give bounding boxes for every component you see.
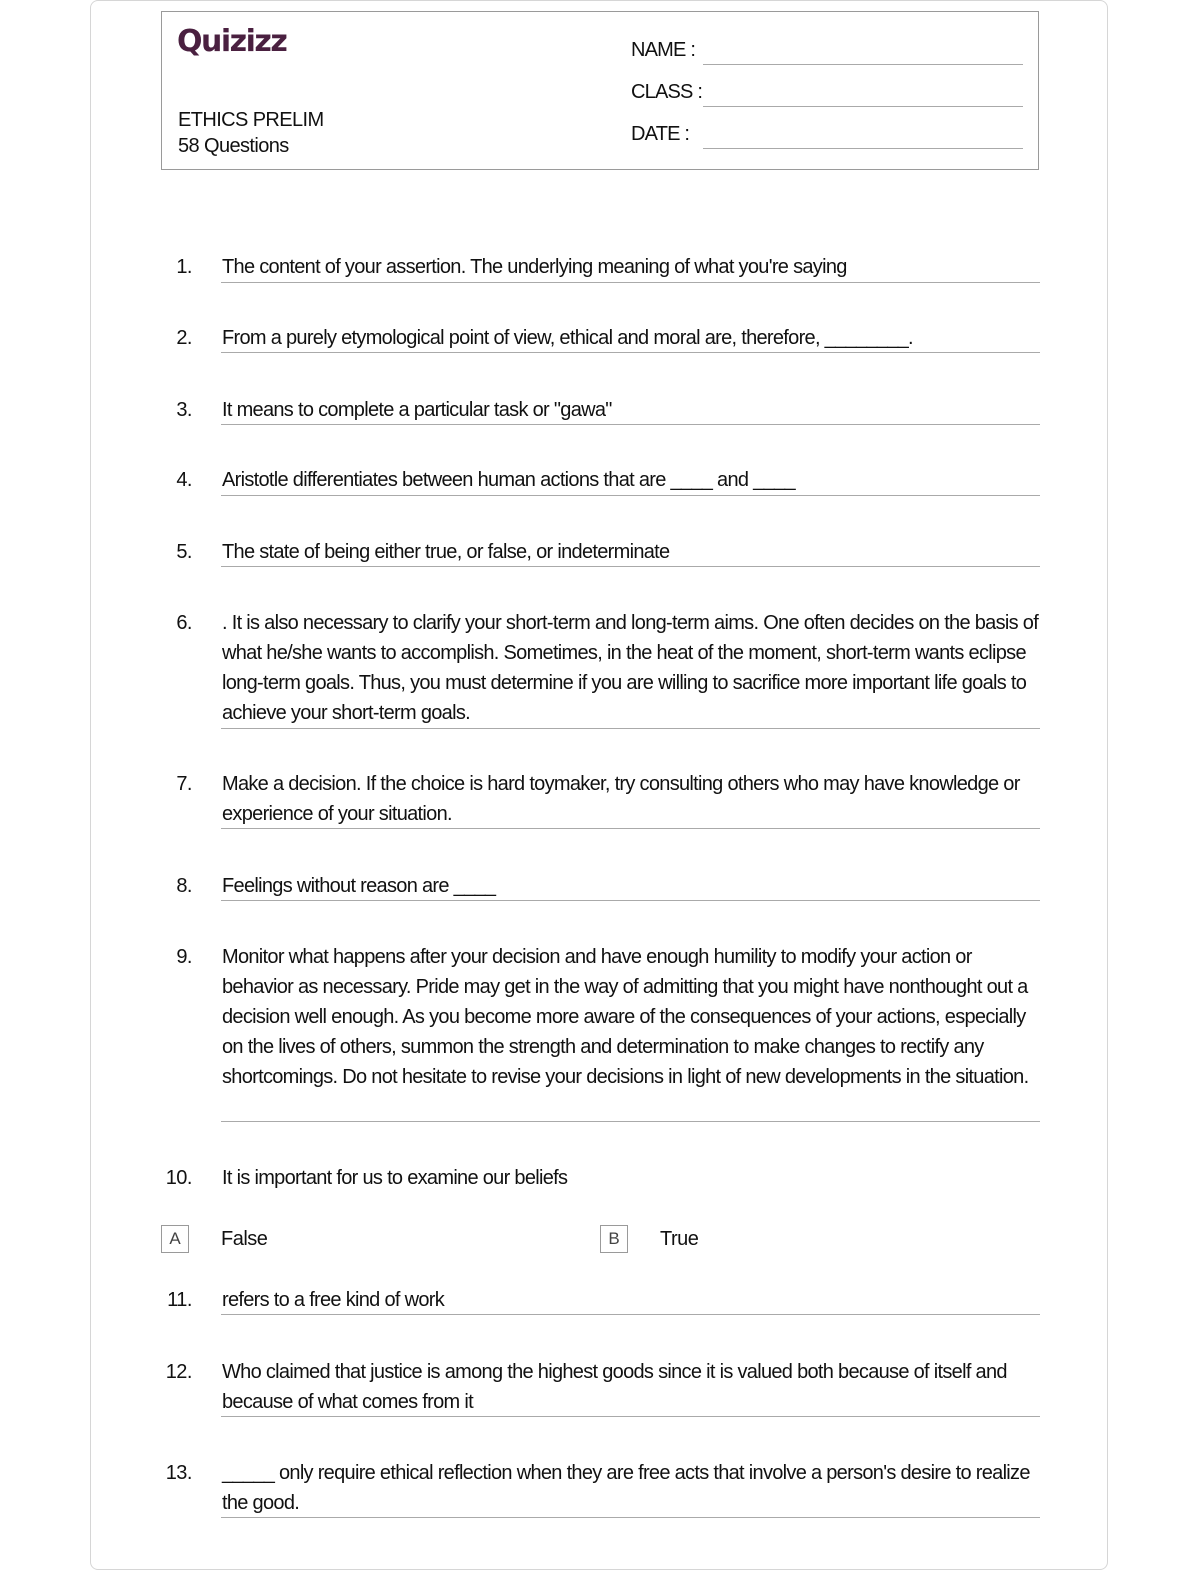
question-number: 3. xyxy=(176,399,192,421)
question-text: The content of your assertion. The underlying meaning of what you're saying xyxy=(222,256,847,278)
answer-line[interactable] xyxy=(221,566,1040,567)
answer-line[interactable] xyxy=(221,1121,1040,1122)
answer-line[interactable] xyxy=(221,1416,1040,1417)
question-number: 8. xyxy=(176,875,192,897)
question-number: 1. xyxy=(176,256,192,278)
name-line xyxy=(703,64,1023,65)
question-text: Monitor what happens after your decision and have enough humility to modify your action or behavior as necessary. Pride may get in the way of admitting that you might have nonthought out a decision well enough. As you become more aware of the consequences of your actions, especially on the lives of others, summon the strength and determination to make changes to rectify any shortcomings. Do not hesitate to revise your decisions in light of new developments in the situation. xyxy=(222,946,1029,1088)
question-text: The state of being either true, or false, or indeterminate xyxy=(222,541,670,563)
question-count: 58 Questions xyxy=(178,135,289,157)
date-field[interactable] xyxy=(631,119,1023,149)
question-number: 6. xyxy=(176,612,192,634)
question-number: 2. xyxy=(176,327,192,349)
date-label: DATE : xyxy=(631,123,690,145)
question-text: Make a decision. If the choice is hard toymaker, try consulting others who may have knowledge or experience of your situation. xyxy=(222,773,1020,825)
answer-line[interactable] xyxy=(221,424,1040,425)
answer-line[interactable] xyxy=(221,728,1040,729)
question-number: 11. xyxy=(167,1289,192,1311)
option-a[interactable] xyxy=(161,1225,561,1257)
question-text: Aristotle differentiates between human actions that are ____ and ____ xyxy=(222,469,795,491)
question-text: From a purely etymological point of view, ethical and moral are, therefore, ________. xyxy=(222,327,913,349)
question-number: 13. xyxy=(165,1462,192,1484)
question-text: . It is also necessary to clarify your short-term and long-term aims. One often decides on the basis of what he/she wants to accomplish. Sometimes, in the heat of the moment, short-term wants eclipse long-term goals. Thus, you must determine if you are willing to sacrifice more important life goals to achieve your short-term goals. xyxy=(222,612,1039,724)
answer-line[interactable] xyxy=(221,828,1040,829)
question-text: Feelings without reason are ____ xyxy=(222,875,496,897)
quiz-title: ETHICS PRELIM xyxy=(178,109,324,131)
answer-line[interactable] xyxy=(221,900,1040,901)
question-number: 10. xyxy=(165,1167,192,1189)
class-label: CLASS : xyxy=(631,81,703,103)
question-number: 5. xyxy=(176,541,192,563)
option-a-text: False xyxy=(221,1228,268,1250)
question-text: refers to a free kind of work xyxy=(222,1289,445,1311)
option-a-letter: A xyxy=(161,1225,189,1253)
date-line xyxy=(703,148,1023,149)
option-b[interactable] xyxy=(600,1225,1000,1257)
question-text: _____ only require ethical reflection when they are free acts that involve a person's desire to realize the good. xyxy=(222,1462,1030,1514)
question-number: 4. xyxy=(176,469,192,491)
answer-line[interactable] xyxy=(221,352,1040,353)
option-b-text: True xyxy=(660,1228,699,1250)
option-b-letter: B xyxy=(600,1225,628,1253)
name-field[interactable] xyxy=(631,35,1023,65)
answer-line[interactable] xyxy=(221,1314,1040,1315)
question-number: 12. xyxy=(165,1361,192,1383)
name-label: NAME : xyxy=(631,39,696,61)
question-text: It means to complete a particular task or "gawa" xyxy=(222,399,612,421)
question-text: Who claimed that justice is among the highest goods since it is valued both because of itself and because of what comes from it xyxy=(222,1361,1007,1413)
question-number: 9. xyxy=(176,946,192,968)
question-text: It is important for us to examine our beliefs xyxy=(222,1167,568,1189)
class-line xyxy=(703,106,1023,107)
class-field[interactable] xyxy=(631,77,1023,107)
answer-line[interactable] xyxy=(221,1517,1040,1518)
question-number: 7. xyxy=(176,773,192,795)
answer-line[interactable] xyxy=(221,282,1040,283)
answer-line[interactable] xyxy=(221,495,1040,496)
quizizz-logo: Quizizz xyxy=(177,24,287,59)
